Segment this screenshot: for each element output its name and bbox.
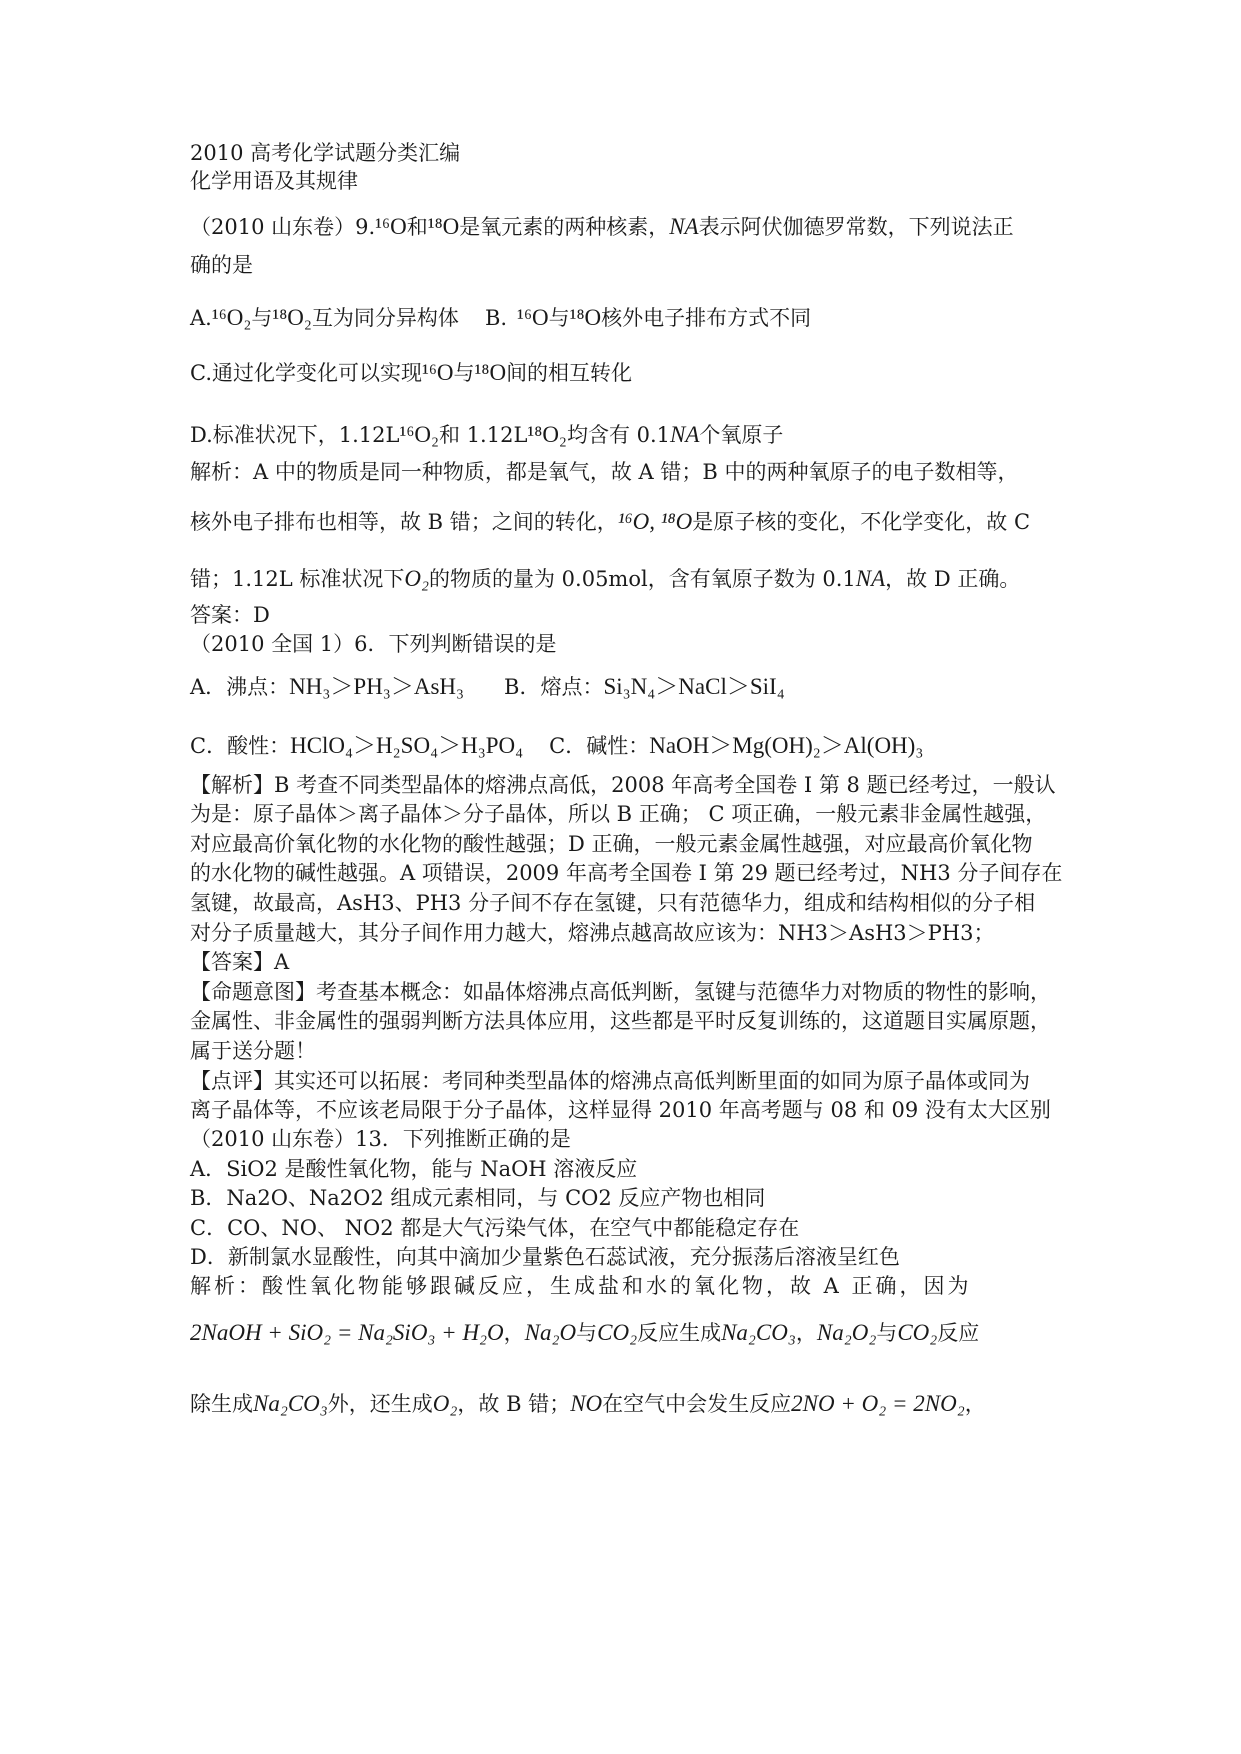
isotope-o18: ¹⁸O	[427, 214, 460, 239]
q2-comment-line: 离子晶体等，不应该老局限于分子晶体，这样显得 2010 年高考题与 08 和 09 没有太大区别	[190, 1098, 1051, 1122]
option-a-label: A.	[190, 306, 212, 330]
formula-o18-2: ¹⁸O₂	[527, 422, 567, 447]
option-a-label: A．沸点：	[190, 675, 290, 699]
analysis-text: ，故 B 错；	[457, 1392, 571, 1416]
q3-option-a: A．SiO2 是酸性氧化物，能与 NaOH 溶液反应	[190, 1157, 638, 1181]
analysis-text: ，故 D 正确。	[885, 567, 1021, 591]
isotope-o18: ¹⁸O	[474, 360, 507, 385]
separator: ，	[503, 1321, 525, 1345]
formula-o2: O₂	[404, 566, 429, 591]
q3-analysis-line: 解析：酸性氧化物能够跟碱反应，生成盐和水的氧化物，故 A 正确，因为	[190, 1274, 972, 1298]
q2-analysis-line: 为是：原子晶体＞离子晶体＞分子晶体，所以 B 正确； C 项正确，一般元素非金属性越强，	[190, 802, 1047, 826]
formula-na2co3: Na₂CO₃	[721, 1320, 796, 1345]
isotope-o16: ¹⁶O	[422, 360, 454, 385]
q3-intro: （2010 山东卷）13．下列推断正确的是	[190, 1127, 571, 1151]
q2-intent-line: 金属性、非金属性的强弱判断方法具体应用，这些都是平时反复训练的，这道题目实属原题，	[190, 1009, 1051, 1033]
isotope-o18: ¹⁸O	[569, 305, 602, 330]
q1-answer: 答案：D	[190, 603, 270, 627]
q3-analysis-line	[190, 1389, 986, 1419]
formula-acidity-order: HClO₄＞H₂SO₄＞H₃PO₄	[290, 733, 524, 758]
option-a-with: 与	[251, 306, 273, 330]
analysis-text: 错；1.12L 标准状况下	[190, 567, 405, 591]
formula-melting-order: Si₃N₄＞NaCl＞SiI₄	[603, 674, 785, 699]
q2-answer: 【答案】A	[190, 950, 290, 974]
avogadro-symbol: NA	[669, 214, 699, 239]
option-d-text: 和 1.12L	[439, 423, 528, 447]
analysis-text: 是原子核的变化，不化学变化，故 C	[692, 510, 1031, 534]
option-d-label: C．碱性：	[549, 734, 650, 758]
q3-option-d: D．新制氯水显酸性，向其中滴加少量紫色石蕊试液，充分振荡后溶液呈红色	[190, 1245, 900, 1269]
option-c-tail: 间的相互转化	[506, 361, 633, 385]
formula-o16-2: ¹⁶O₂	[399, 422, 440, 447]
q1-intro	[190, 212, 1014, 242]
equation-naoh-sio2: 2NaOH + SiO₂ = Na₂SiO₃ + H₂O	[190, 1320, 504, 1345]
q2-intent-line: 【命题意图】考查基本概念：如晶体熔沸点高低判断，氢键与范德华力对物质的物性的影响，	[190, 980, 1051, 1004]
q3-option-c: C．CO、NO、 NO2 都是大气污染气体，在空气中都能稳定存在	[190, 1216, 800, 1240]
formula-no: NO	[570, 1391, 603, 1416]
document-title: 2010 高考化学试题分类汇编	[190, 141, 461, 165]
option-c-text: C.通过化学变化可以实现	[190, 361, 422, 385]
q1-option-a-b	[190, 303, 811, 333]
formula-o18-2: ¹⁸O₂	[272, 305, 312, 330]
separator: ，	[795, 1321, 817, 1345]
formula-o16-2: ¹⁶O₂	[211, 305, 252, 330]
avogadro-symbol: NA	[855, 566, 886, 591]
q2-analysis-line: 氢键，故最高，AsH3、PH3 分子间不存在氢键，只有范德华力，组成和结构相似的分子相	[190, 891, 1036, 915]
option-b-label: B．熔点：	[504, 675, 604, 699]
analysis-text: 外，还生成	[327, 1392, 433, 1416]
option-a-text: 互为同分异构体	[311, 306, 459, 330]
analysis-text: ，	[964, 1392, 986, 1416]
q2-option-a-b	[190, 672, 785, 702]
q3-option-b: B．Na2O、Na2O2 组成元素相同，与 CO2 反应产物也相同	[190, 1186, 766, 1210]
q3-analysis-line	[190, 1318, 979, 1348]
analysis-text: 与	[576, 1321, 598, 1345]
q2-intent-line: 属于送分题！	[190, 1039, 316, 1063]
option-b-text: 核外电子排布方式不同	[601, 306, 812, 330]
q1-intro-text: （2010 山东卷）9.	[190, 215, 376, 239]
analysis-text: 反应生成	[637, 1321, 722, 1345]
q2-comment-line: 【点评】其实还可以拓展：考同种类型晶体的熔沸点高低判断里面的如同为原子晶体或同为	[190, 1069, 1030, 1093]
q2-analysis-line: 对分子质量越大，其分子间作用力越大，熔沸点越高故应该为：NH3＞AsH3＞PH3；	[190, 921, 995, 945]
q2-analysis-line: 的水化物的碱性越强。A 项错误，2009 年高考全国卷 I 第 29 题已经考过，NH3 分子间存在	[190, 861, 1063, 885]
analysis-text: 反应	[937, 1321, 980, 1345]
q1-analysis-line	[190, 564, 1020, 594]
formula-isotopes: ¹⁶O, ¹⁸O	[617, 509, 693, 534]
q1-analysis-line	[190, 507, 1030, 537]
formula-co2: CO₂	[597, 1320, 638, 1345]
option-b-with: 与	[548, 306, 570, 330]
option-d-text: D.标准状况下，1.12L	[190, 423, 400, 447]
formula-na2o2: Na₂O₂	[816, 1320, 877, 1345]
isotope-o16: ¹⁶O	[517, 305, 549, 330]
q2-intro: （2010 全国 1）6．下列判断错误的是	[190, 632, 557, 656]
q2-option-c-d	[190, 731, 923, 761]
analysis-text: 除生成	[190, 1392, 253, 1416]
q1-intro-text: 是氧元素的两种核素，	[459, 215, 670, 239]
analysis-text: 核外电子排布也相等，故 B 错；之间的转化，	[190, 510, 618, 534]
formula-co2: CO₂	[897, 1320, 938, 1345]
q1-intro-continued: 确的是	[190, 253, 253, 277]
analysis-text: 在空气中会发生反应	[602, 1392, 792, 1416]
document-subtitle: 化学用语及其规律	[190, 169, 358, 193]
option-c-with: 与	[453, 361, 475, 385]
formula-o2: O₂	[432, 1391, 458, 1416]
q1-option-d	[190, 420, 783, 450]
formula-basicity-order: NaOH＞Mg(OH)₂＞Al(OH)₃	[649, 733, 924, 758]
q2-analysis-line: 【解析】B 考查不同类型晶体的熔沸点高低，2008 年高考全国卷 I 第 8 题已经考过，一般认	[190, 773, 1056, 797]
formula-na2co3: Na₂CO₃	[253, 1391, 328, 1416]
q1-analysis-line: 解析：A 中的物质是同一种物质，都是氧气，故 A 错；B 中的两种氧原子的电子数相等，	[190, 460, 1019, 484]
option-d-text: 均含有 0.1	[566, 423, 671, 447]
q1-option-c	[190, 358, 632, 388]
q1-intro-and: 和	[406, 215, 428, 239]
analysis-text: 与	[876, 1321, 898, 1345]
formula-boiling-order: NH₃＞PH₃＞AsH₃	[289, 674, 465, 699]
q2-analysis-line: 对应最高价氧化物的水化物的酸性越强；D 正确，一般元素金属性越强，对应最高价氧化物	[190, 832, 1033, 856]
option-b-label: B.	[484, 306, 508, 330]
option-d-text: 个氧原子	[699, 423, 784, 447]
analysis-text: 的物质的量为 0.05mol，含有氧原子数为 0.1	[429, 567, 856, 591]
avogadro-symbol: NA	[670, 422, 700, 447]
q1-intro-text: 表示阿伏伽德罗常数，下列说法正	[698, 215, 1014, 239]
option-c-label: C．酸性：	[190, 734, 291, 758]
equation-no-o2: 2NO + O₂ = 2NO₂	[791, 1391, 965, 1416]
formula-na2o: Na₂O	[524, 1320, 577, 1345]
isotope-o16: ¹⁶O	[375, 214, 407, 239]
